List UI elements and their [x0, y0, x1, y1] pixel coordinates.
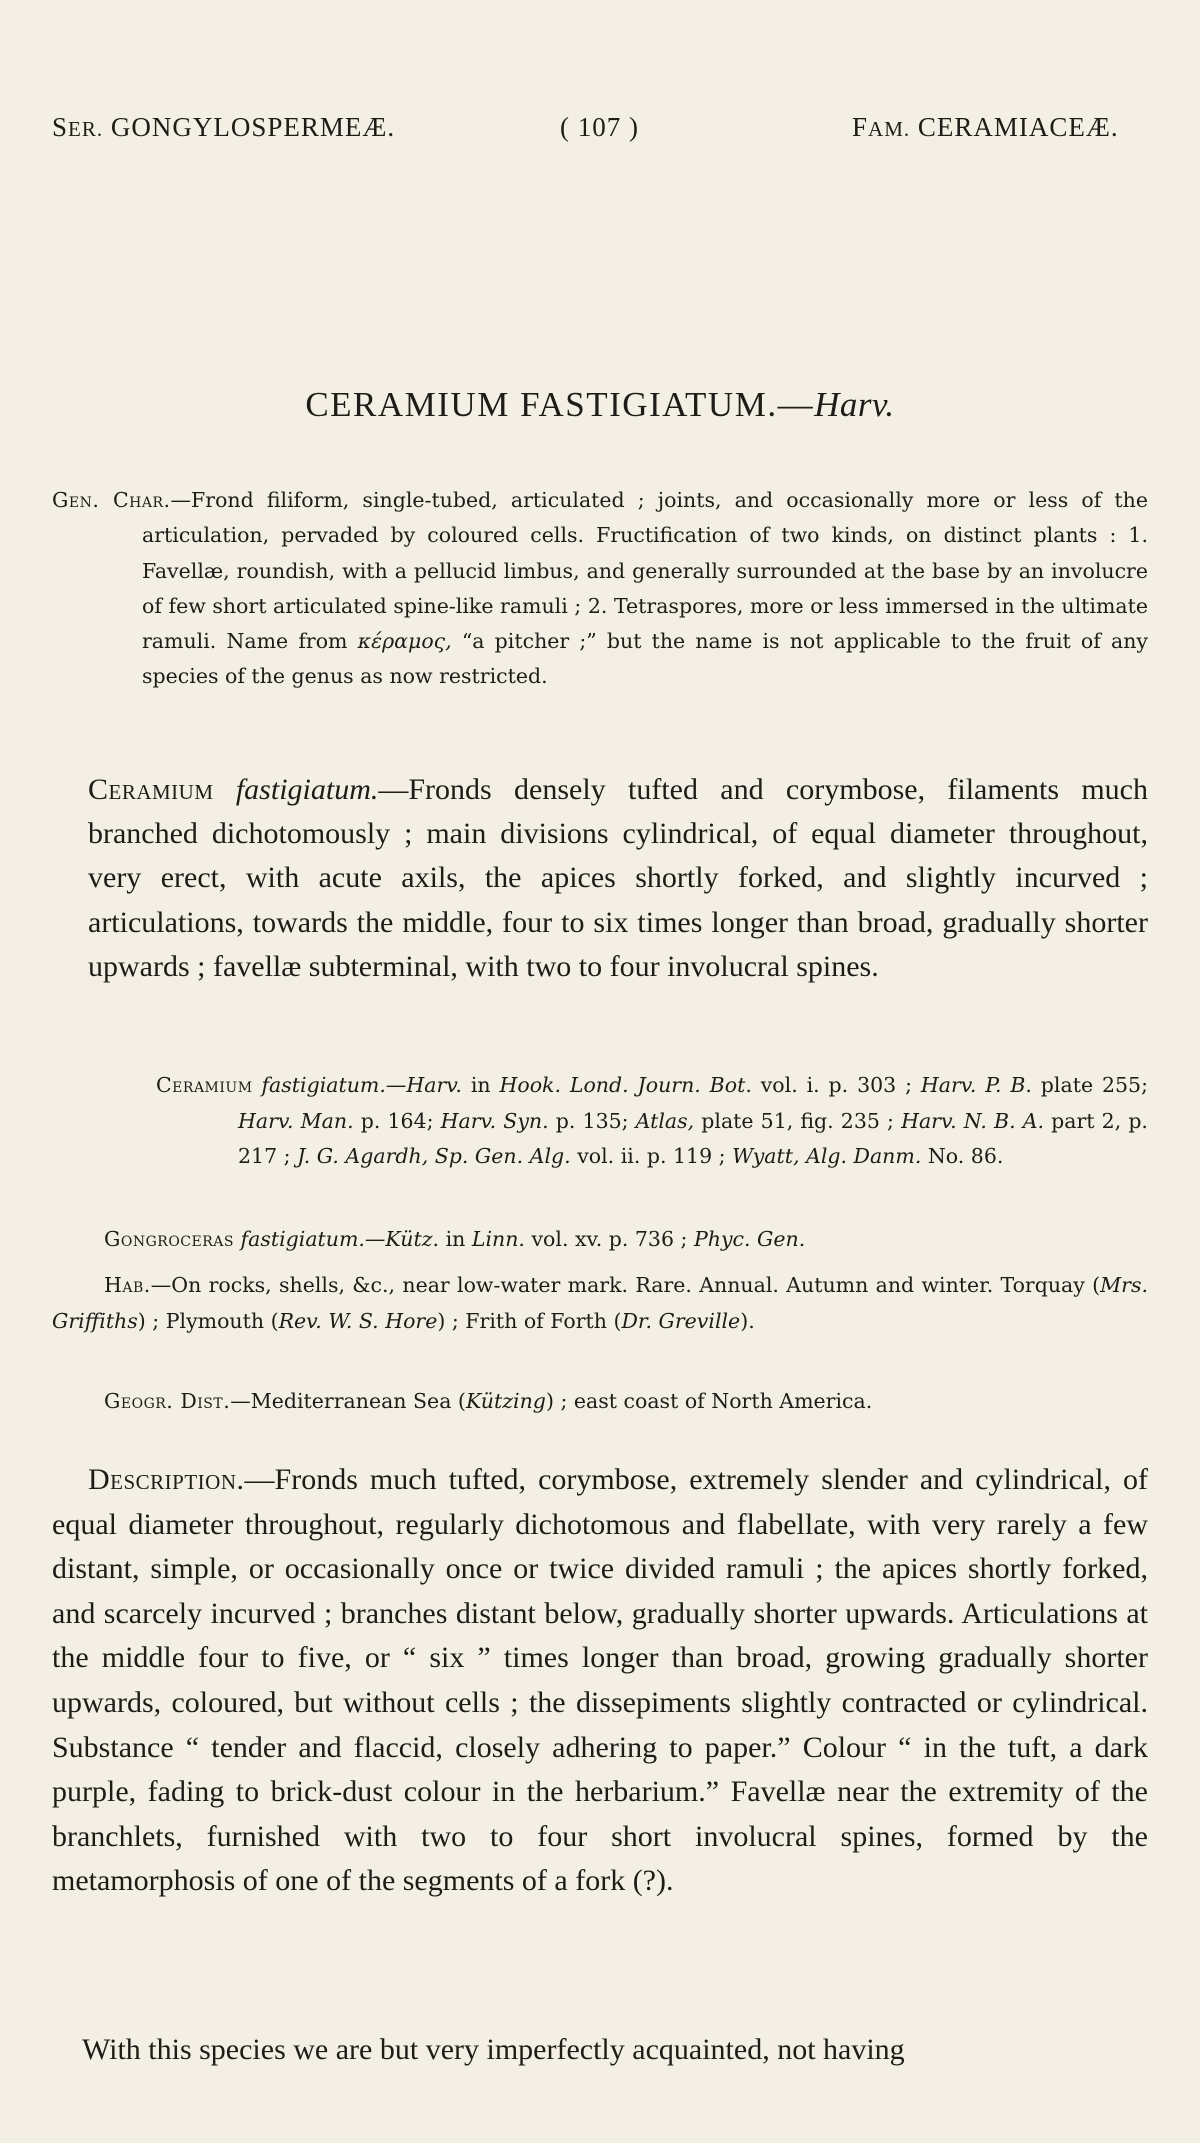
habitat: Hab.—On rocks, shells, &c., near low-water mark. Rare. Annual. Autumn and winter. Torquay (Mrs. Griffiths) ; Plymouth (Rev. W. S. Hore) ; Frith of Forth (Dr. Greville). [52, 1273, 1148, 1333]
species-diagnosis: Ceramium fastigiatum.—Fronds densely tufted and corymbose, filaments much branched dichotomously ; main divisions cylindrical, of equal diameter throughout, very erect, with acute axils, the apices shortly forked, and slightly incurved ; articulations, towards the middle, four to six times longer than broad, gradually shorter upwards ; favellæ subterminal, with two to four involucral spines. [88, 773, 1148, 983]
family-heading: FAM. CERAMIACEÆ. [852, 112, 1119, 142]
gen-char-label: Gen. Char. [52, 488, 171, 512]
running-header [0, 112, 1200, 152]
continuation-paragraph: With this species we are but very imperfectly acquainted, not having [82, 2033, 905, 2066]
diagnosis-label: Ceramium [88, 773, 214, 806]
series-heading: SER. GONGYLOSPERMEÆ. [52, 112, 396, 142]
title-author: Harv. [814, 385, 895, 424]
synonymy-gongroceras: Gongroceras fastigiatum.—Kütz. in Linn. vol. xv. p. 736 ; Phyc. Gen. [104, 1227, 806, 1251]
description: Description.—Fronds much tufted, corymbose, extremely slender and cylindrical, of equal diameter throughout, regularly dichotomous and flabellate, with very rarely a few distant, simple, or occasionally once or twice divided ramuli ; the apices shortly forked, and scarcely incurved ; branches distant below, gradually shorter upwards. Articulations at the middle four to five, or “ six ” times longer than broad, growing gradually shorter upwards, coloured, but without cells ; the dissepiments slightly contracted or cylindrical. Substance “ tender and flaccid, closely adhering to paper.” Colour “ in the tuft, a dark purple, fading to brick-dust colour in the herbarium.” Favellæ near the extremity of the branchlets, furnished with two to four short involucral spines, formed by the metamorphosis of one of the segments of a fork (?). [52, 1463, 1148, 1898]
page-number: ( 107 ) [560, 112, 639, 142]
geographic-distribution: Geogr. Dist.—Mediterranean Sea (Kützing) ; east coast of North America. [104, 1389, 873, 1413]
generic-character: Gen. Char.—Frond filiform, single-tubed, articulated ; joints, and occasionally more or less of the articulation, pervaded by coloured cells. Fructification of two kinds, on distinct plants : 1. Favellæ, roundish, with a pellucid limbus, and generally surrounded at the base by an involucre of few short articulated spine-like ramuli ; 2. Tetraspores, more or less immersed in the ultimate ramuli. Name from κέραμος, “a pitcher ;” but the name is not applicable to the fruit of any species of the genus as now restricted. [52, 488, 1148, 689]
species-title: CERAMIUM FASTIGIATUM.—Harv. [305, 385, 895, 424]
greek-word: κέραμος, [357, 629, 452, 654]
description-label: Description. [88, 1463, 245, 1496]
synonymy-ceramium: Ceramium fastigiatum.—Harv. in Hook. Lond. Journ. Bot. vol. i. p. 303 ; Harv. P. B. plate 255; Harv. Man. p. 164; Harv. Syn. p. 135; Atlas, plate 51, fig. 235 ; Harv. N. B. A. part 2, p. 217 ; J. G. Agardh, Sp. Gen. Alg. vol. ii. p. 119 ; Wyatt, Alg. Danm. No. 86. [156, 1073, 1148, 1169]
